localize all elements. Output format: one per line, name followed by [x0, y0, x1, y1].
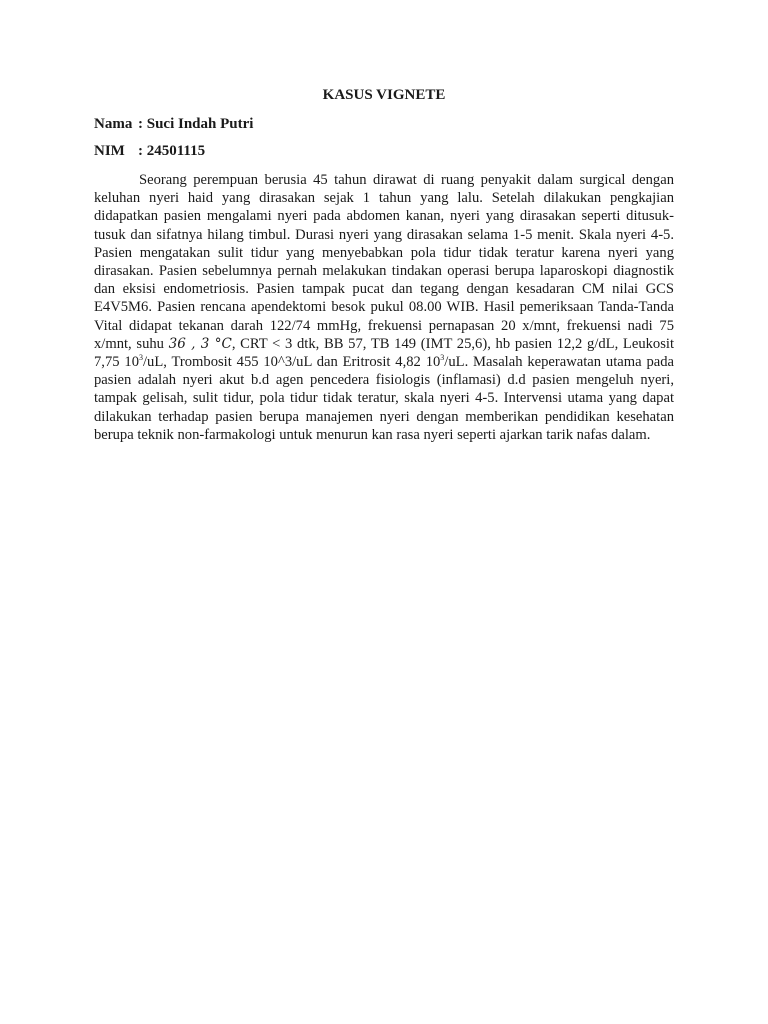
exponent-1: 3 — [139, 353, 143, 363]
text-segment-4: /uL. Masalah keperawatan utama pada pasien adalah nyeri akut b.d agen pencedera fisiologis (inflamasi) d.d pasien mengeluh nyeri, tampak gelisah, sulit tidur, pola tidur tidak teratur, skala nyeri 4-5. Intervensi utama yang dapat dilakukan terhadap pasien berupa manajemen nyeri dengan memberikan pendidikan kesehatan berupa teknik non-farmakologi untuk menurun kan rasa nyeri seperti ajarkan tarik nafas dalam. — [94, 354, 674, 443]
exponent-2: 3 — [440, 353, 445, 363]
document-title: KASUS VIGNETE — [322, 87, 446, 103]
text-segment-1: Seorang perempuan berusia 45 tahun dirawat di ruang penyakit dalam surgical dengan keluhan nyeri haid yang dirasakan sejak 1 tahun yang lalu. Setelah dilakukan pengkajian didapatkan pasien mengalami nyeri pada abdomen kanan, nyeri yang dirasakan seperti ditusuk-tusuk dan sifatnya hilang timbul. Durasi nyeri yang dirasakan selama 1-5 menit. Skala nyeri 4-5. Pasien mengatakan sulit tidur yang menyebabkan pola tidur tidak teratur karena nyeri yang dirasakan. Pasien sebelumnya pernah melakukan tindakan operasi berupa laparoskopi diagnostik dan eksisi endometriosis. Pasien tampak pucat dan tegang dengan kesadaran CM nilai GCS E4V5M6. Pasien rencana apendektomi besok pukul 08.00 WIB. Hasil pemeriksaan Tanda-Tanda Vital didapat tekanan darah 122/74 mmHg, frekuensi pernapasan 20 x/mnt, frekuensi nadi 75 x/mnt, suhu — [94, 172, 674, 352]
temperature-value: 36 , 3 °C — [168, 335, 232, 352]
nim-field — [94, 143, 205, 160]
name-field — [94, 116, 253, 133]
case-paragraph — [94, 171, 674, 444]
nim-label: NIM — [94, 143, 125, 159]
exponent-base-2: 10 — [425, 354, 441, 371]
text-segment-3: /uL, Trombosit 455 10^3/uL dan Eritrosit 4,82 — [143, 354, 421, 371]
name-label: Nama — [94, 116, 133, 132]
exponent-base-1: 10 — [124, 354, 139, 371]
text-segment-2: , CRT < 3 dtk, BB 57, TB 149 (IMT 25,6), hb pasien 12,2 g/dL, Leukosit 7,75 — [94, 335, 675, 371]
nim-value: : 24501115 — [138, 143, 206, 159]
name-value: : Suci Indah Putri — [138, 116, 254, 132]
